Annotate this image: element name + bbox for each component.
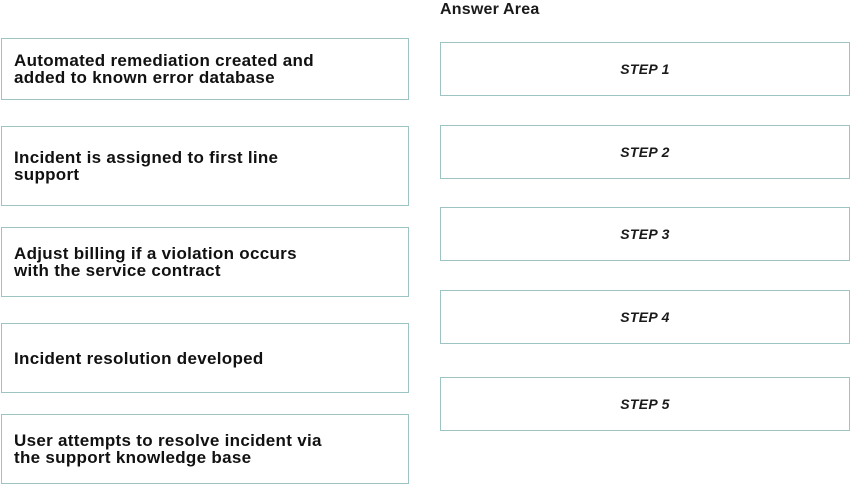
step-1-dropzone[interactable] [440,42,850,96]
step-4-dropzone[interactable] [440,290,850,344]
choice-incident-resolution[interactable] [1,323,409,393]
choice-adjust-billing[interactable] [1,227,409,297]
choice-user-attempts[interactable] [1,414,409,484]
answer-area-title: Answer Area [440,1,540,18]
step-label: STEP 3 [620,226,670,242]
choice-incident-assigned[interactable] [1,126,409,206]
choice-label: Adjust billing if a violation occurs with the service contract [14,244,297,280]
choice-label: User attempts to resolve incident via the support knowledge base [14,431,322,467]
step-3-dropzone[interactable] [440,207,850,261]
choice-label: Incident resolution developed [14,348,264,368]
step-label: STEP 4 [620,309,670,325]
choice-label: Automated remediation created and added to known error database [14,51,314,87]
step-label: STEP 5 [620,396,670,412]
choice-automated-remediation[interactable] [1,38,409,100]
step-label: STEP 1 [620,61,670,77]
step-2-dropzone[interactable] [440,125,850,179]
step-label: STEP 2 [620,144,670,160]
choice-label: Incident is assigned to first line support [14,148,279,184]
step-5-dropzone[interactable] [440,377,850,431]
